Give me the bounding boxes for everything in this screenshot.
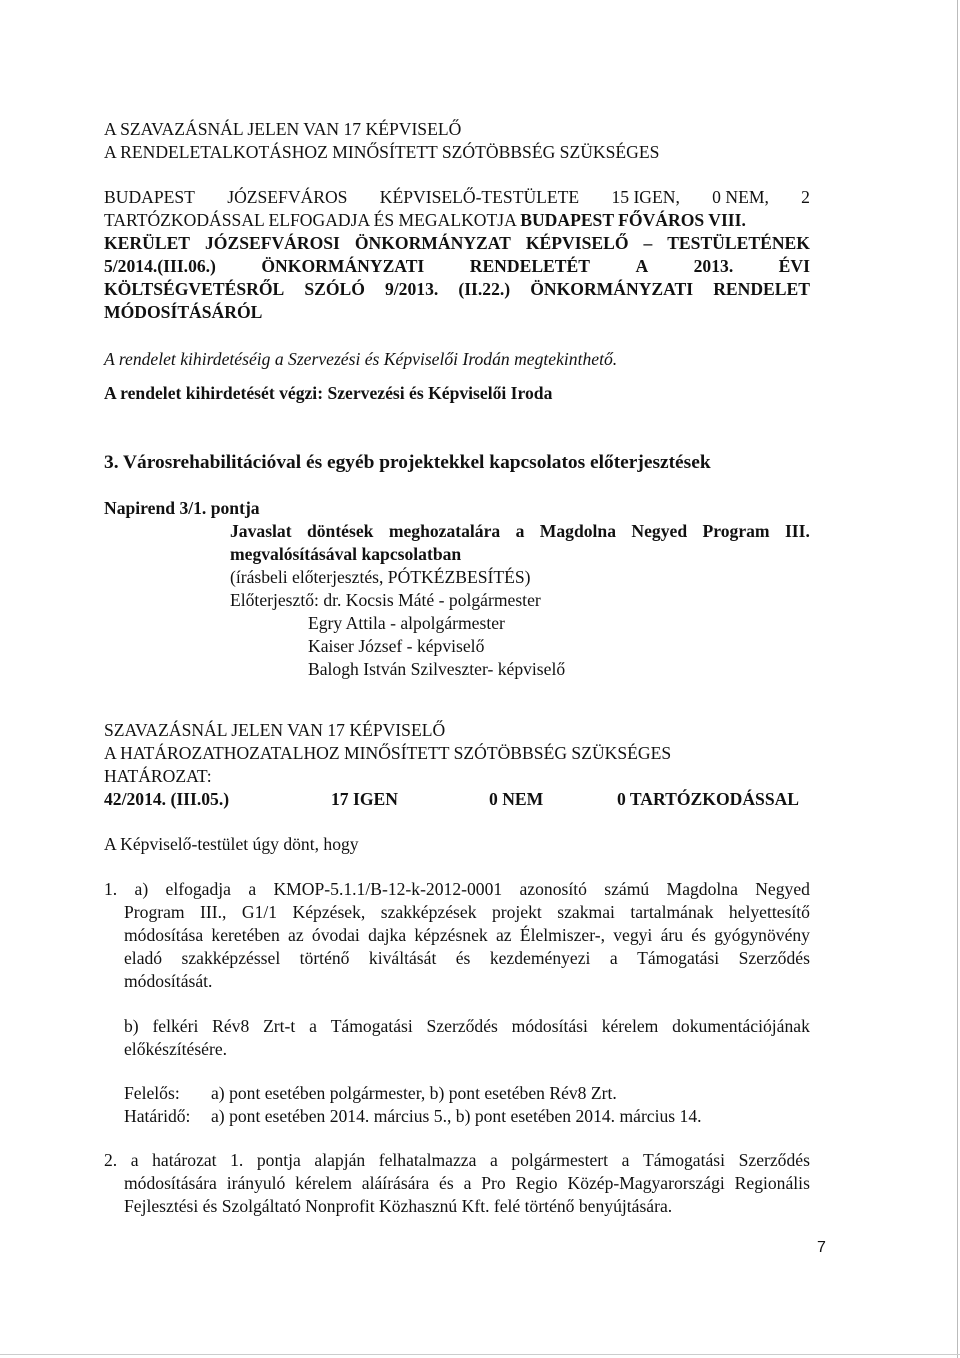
agenda-title-line-2: megvalósításával kapcsolatban	[230, 544, 462, 564]
presenter-3: Kaiser József - képviselő	[308, 636, 485, 656]
deadline-label: Határidő:	[124, 1106, 191, 1126]
resolution-yes: 17 IGEN	[331, 789, 398, 809]
section-title: 3. Városrehabilitációval és egyéb projektekkel kapcsolatos előterjesztések	[104, 452, 711, 473]
item2-line-1: 2. a határozat 1. pontja alapján felhatalmazza a polgármestert a Támogatási Szerződés	[104, 1150, 810, 1170]
scan-edge-right	[957, 0, 958, 1358]
vote-line-6: MÓDOSÍTÁSÁRÓL	[104, 302, 263, 322]
presenter-2: Egry Attila - alpolgármester	[308, 613, 505, 633]
notice-italic: A rendelet kihirdetéséig a Szervezési és Képviselői Irodán megtekinthető.	[104, 349, 618, 369]
resolution-number: 42/2014. (III.05.)	[104, 789, 230, 809]
item1-line-5: módosítását.	[124, 971, 213, 991]
agenda-presenter-row	[230, 589, 541, 611]
page-number: 7	[817, 1239, 826, 1256]
resolution-attendance: SZAVAZÁSNÁL JELEN VAN 17 KÉPVISELŐ	[104, 720, 446, 740]
notice-bold: A rendelet kihirdetését végzi: Szervezési és Képviselői Iroda	[104, 383, 553, 403]
item1-line-4: eladó szakképzéssel történő kiváltását és kezdeményezi a Támogatási Szerződés	[124, 948, 810, 968]
item1-line-1: 1. a) elfogadja a KMOP-5.1.1/B-12-k-2012-0001 azonosító számú Magdolna Negyed	[104, 879, 810, 899]
decision-intro: A Képviselő-testület úgy dönt, hogy	[104, 834, 359, 854]
presenter-4: Balogh István Szilveszter- képviselő	[308, 659, 566, 679]
agenda-title-line-1: Javaslat döntések meghozatalára a Magdolna Negyed Program III.	[230, 521, 810, 541]
item2-line-3: Fejlesztési és Szolgáltató Nonprofit Közhasznú Kft. felé történő benyújtására.	[124, 1196, 673, 1216]
agenda-type: (írásbeli előterjesztés, PÓTKÉZBESÍTÉS)	[230, 567, 531, 587]
responsible-label: Felelős:	[124, 1083, 180, 1103]
agenda-label: Napirend 3/1. pontja	[104, 498, 260, 518]
resolution-no: 0 NEM	[489, 789, 544, 809]
vote-line-1: BUDAPEST JÓZSEFVÁROS KÉPVISELŐ-TESTÜLETE 15 IGEN, 0 NEM, 2	[104, 187, 810, 207]
header-majority: A RENDELETALKOTÁSHOZ MINŐSÍTETT SZÓTÖBBSÉG SZÜKSÉGES	[104, 142, 660, 162]
scan-edge-bottom	[0, 1354, 960, 1355]
resolution-majority: A HATÁROZATHOZATALHOZ MINŐSÍTETT SZÓTÖBBSÉG SZÜKSÉGES	[104, 743, 672, 763]
vote-line-5: KÖLTSÉGVETÉSRŐL SZÓLÓ 9/2013. (II.22.) ÖNKORMÁNYZATI RENDELET	[104, 279, 810, 299]
item1-line-2: Program III., G1/1 Képzések, szakképzések projekt szakmai tartalmának helyettesítő	[124, 902, 810, 922]
vote-line-4: 5/2014.(III.06.) ÖNKORMÁNYZATI RENDELETÉT A 2013. ÉVI	[104, 256, 810, 276]
header-attendance: A SZAVAZÁSNÁL JELEN VAN 17 KÉPVISELŐ	[104, 119, 462, 139]
item1b-line-1: b) felkéri Rév8 Zrt-t a Támogatási Szerződés módosítási kérelem dokumentációjának	[124, 1016, 810, 1036]
resolution-abstain: 0 TARTÓZKODÁSSAL	[617, 789, 800, 809]
resolution-label: HATÁROZAT:	[104, 766, 212, 786]
item1-line-3: módosítása keretében az óvodai dajka képzésnek az Élelmiszer-, vegyi áru és gyógynövény	[124, 925, 810, 945]
responsible-value: a) pont esetében polgármester, b) pont esetében Rév8 Zrt.	[211, 1083, 617, 1103]
vote-line-2: TARTÓZKODÁSSAL ELFOGADJA ÉS MEGALKOTJA BUDAPEST FŐVÁROS VIII.	[104, 210, 746, 230]
deadline-value: a) pont esetében 2014. március 5., b) pont esetében 2014. március 14.	[211, 1106, 702, 1126]
presenter-1: dr. Kocsis Máté - polgármester	[323, 590, 541, 610]
item2-line-2: módosítására irányuló kérelem aláírására és a Pro Regio Közép-Magyarországi Regionális	[124, 1173, 810, 1193]
vote-line-3: KERÜLET JÓZSEFVÁROSI ÖNKORMÁNYZAT KÉPVISELŐ – TESTÜLETÉNEK	[104, 233, 810, 253]
presenter-label: Előterjesztő:	[230, 590, 324, 610]
item1b-line-2: előkészítésére.	[124, 1039, 228, 1059]
